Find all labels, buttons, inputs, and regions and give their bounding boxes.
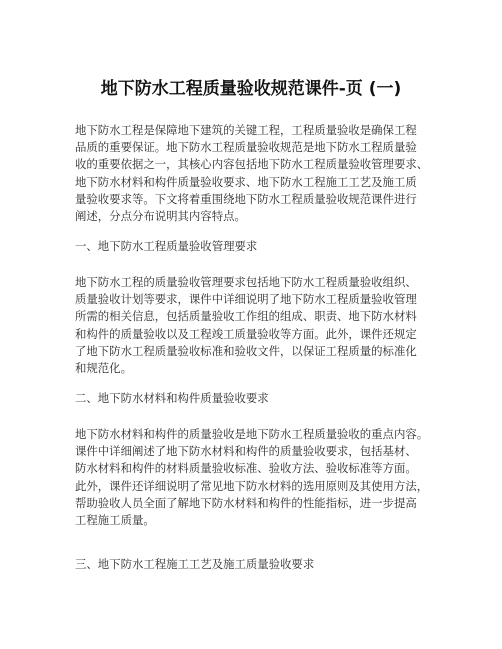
- paragraph-line: 了地下防水工程质量验收标准和验收文件，以保证工程质量的标准化: [75, 343, 417, 358]
- paragraph-line: 工程施工质量。: [75, 513, 155, 528]
- section-heading: 二、地下防水材料和构件质量验收要求: [75, 391, 269, 405]
- intro-paragraph: [75, 122, 435, 225]
- paragraph-line: 品质的重要保证。地下防水工程质量验收规范是地下防水工程质量验: [75, 140, 417, 155]
- paragraph-line: 地下防水材料和构件质量验收要求、地下防水工程施工工艺及施工质: [75, 174, 417, 189]
- paragraph-line: 地下防水工程是保障地下建筑的关键工程，工程质量验收是确保工程: [75, 123, 417, 137]
- paragraph-line: 阐述，分点分布说明其内容特点。: [75, 209, 246, 224]
- paragraph-line: 质量验收计划等要求，课件中详细说明了地下防水工程质量验收管理: [75, 292, 417, 307]
- paragraph-line: 防水材料和构件的材料质量验收标准、验收方法、验收标准等方面。: [75, 461, 417, 476]
- paragraph-line: 地下防水工程的质量验收管理要求包括地下防水工程质量验收组织、: [75, 275, 417, 289]
- section-paragraph: [75, 426, 435, 529]
- paragraph-line: 和构件的质量验收以及工程竣工质量验收等方面。此外，课件还规定: [75, 326, 417, 341]
- paragraph-line: 量验收要求等。下文将着重围绕地下防水工程质量验收规范课件进行: [75, 191, 417, 206]
- section-heading: 三、地下防水工程施工工艺及施工质量验收要求: [75, 557, 315, 571]
- paragraph-line: 和规范化。: [75, 361, 132, 376]
- paragraph-line: 地下防水材料和构件的质量验收是地下防水工程质量验收的重点内容。: [75, 427, 429, 441]
- section-heading: 一、地下防水工程质量验收管理要求: [75, 239, 258, 253]
- document-title: 地下防水工程质量验收规范课件-页 (一): [100, 79, 402, 99]
- paragraph-line: 帮助验收人员全面了解地下防水材料和构件的性能指标，进一步提高: [75, 495, 417, 510]
- paragraph-line: 所需的相关信息，包括质量验收工作组的组成、职责、地下防水材料: [75, 309, 417, 324]
- paragraph-line: 课件中详细阐述了地下防水材料和构件的质量验收要求，包括基材、: [75, 444, 417, 459]
- paragraph-line: 收的重要依据之一，其核心内容包括地下防水工程质量验收管理要求、: [75, 157, 429, 172]
- paragraph-line: 此外，课件还详细说明了常见地下防水材料的选用原则及其使用方法，: [75, 478, 429, 493]
- section-paragraph: [75, 274, 435, 377]
